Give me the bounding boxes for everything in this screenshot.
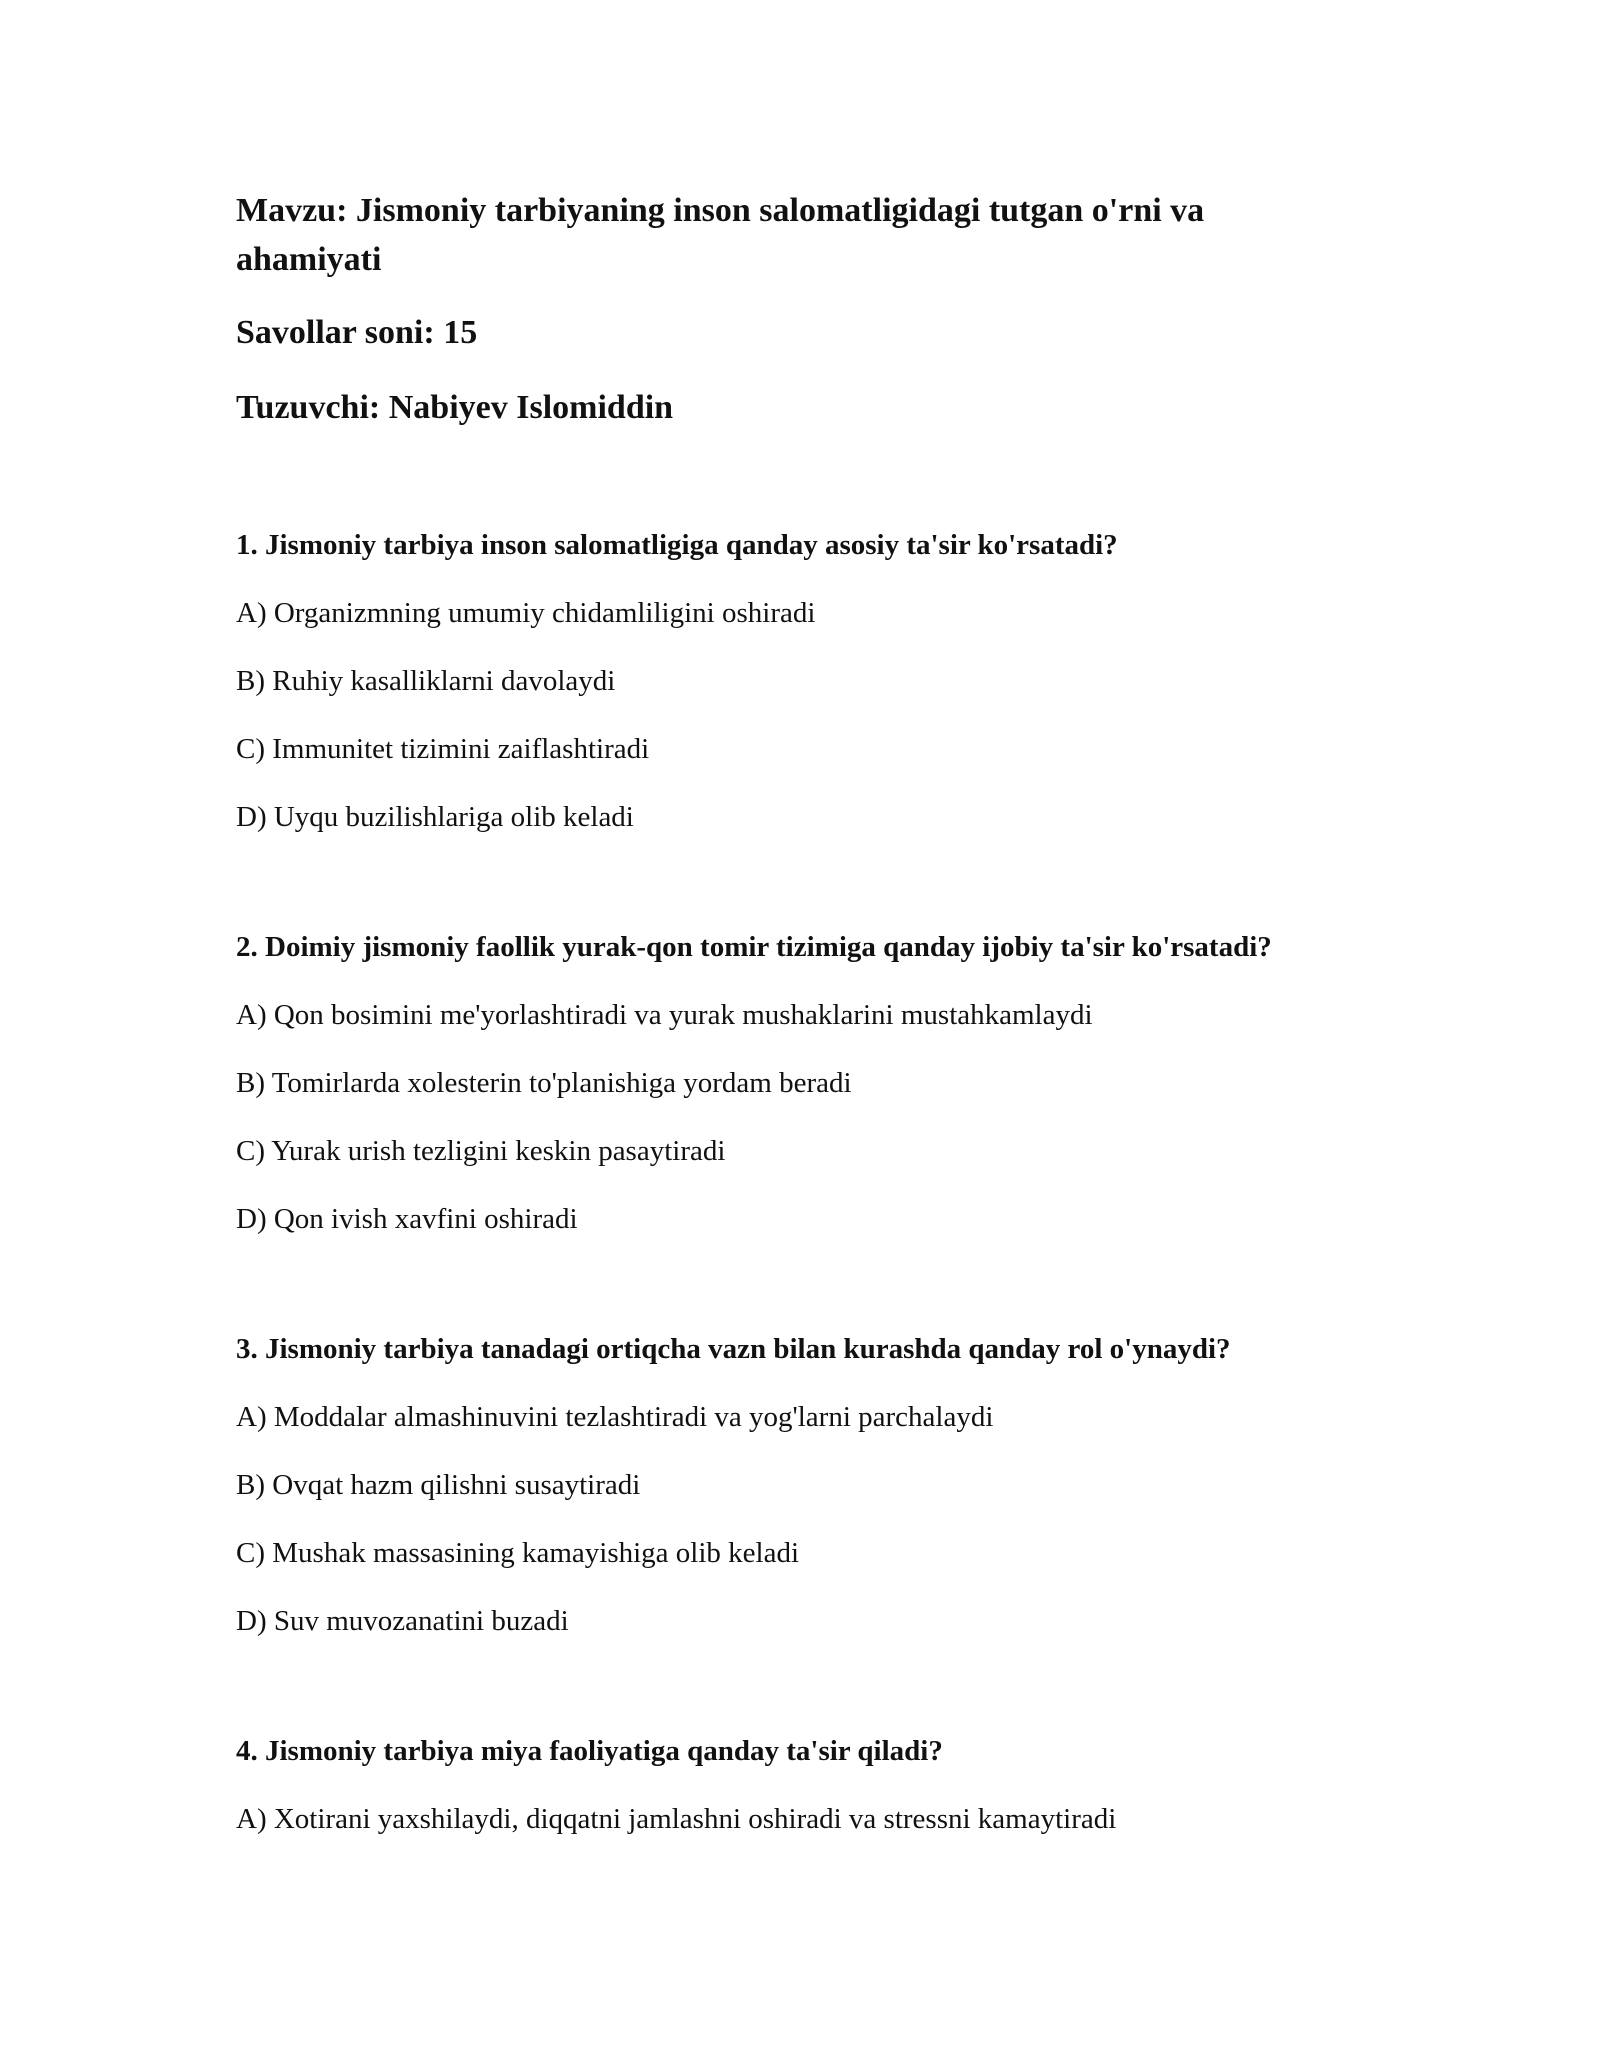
answer-option-c xyxy=(236,1130,1416,1172)
option-text: Qon ivish xavfini oshiradi xyxy=(273,1203,578,1235)
option-text: Qon bosimini me'yorlashtiradi va yurak mushaklarini mustahkamlaydi xyxy=(273,999,1093,1031)
question-number: 1. xyxy=(236,529,258,561)
answer-option-a xyxy=(236,994,1416,1036)
question-body: Jismoniy tarbiya inson salomatligiga qanday asosiy ta'sir ko'rsatadi? xyxy=(265,529,1118,561)
option-letter: D) xyxy=(236,1203,267,1235)
answer-option-c xyxy=(236,1532,1416,1574)
option-letter: D) xyxy=(236,1605,267,1637)
question-4 xyxy=(236,1730,1416,1840)
question-text xyxy=(236,926,1416,968)
option-text: Immunitet tizimini zaiflashtiradi xyxy=(272,733,650,765)
option-letter: A) xyxy=(236,1803,267,1835)
option-text: Organizmning umumiy chidamliligini oshiradi xyxy=(273,597,816,629)
answer-option-d xyxy=(236,1198,1416,1240)
question-text xyxy=(236,524,1416,566)
question-count: Savollar soni: 15 xyxy=(236,314,478,351)
option-text: Suv muvozanatini buzadi xyxy=(273,1605,569,1637)
answer-option-a xyxy=(236,1396,1416,1438)
option-text: Yurak urish tezligini keskin pasaytiradi xyxy=(271,1135,726,1167)
option-text: Tomirlarda xolesterin to'planishiga yordam beradi xyxy=(271,1067,852,1099)
option-letter: D) xyxy=(236,801,267,833)
question-3 xyxy=(236,1328,1416,1642)
option-text: Ruhiy kasalliklarni davolaydi xyxy=(272,665,616,697)
option-letter: B) xyxy=(236,1469,265,1501)
answer-option-b xyxy=(236,1062,1416,1104)
option-letter: B) xyxy=(236,665,265,697)
question-text xyxy=(236,1730,1416,1772)
option-letter: A) xyxy=(236,597,267,629)
topic-title xyxy=(236,186,1336,284)
option-text: Mushak massasining kamayishiga olib keladi xyxy=(272,1537,800,1569)
option-letter: C) xyxy=(236,1135,265,1167)
option-letter: A) xyxy=(236,1401,267,1433)
option-letter: A) xyxy=(236,999,267,1031)
question-text xyxy=(236,1328,1416,1370)
answer-option-b xyxy=(236,1464,1416,1506)
answer-option-d xyxy=(236,796,1416,838)
answer-option-c xyxy=(236,728,1416,770)
option-text: Moddalar almashinuvini tezlashtiradi va yog'larni parchalaydi xyxy=(273,1401,994,1433)
answer-option-a xyxy=(236,592,1416,634)
answer-option-a xyxy=(236,1798,1416,1840)
question-body: Jismoniy tarbiya miya faoliyatiga qanday ta'sir qiladi? xyxy=(265,1735,943,1767)
question-body: Jismoniy tarbiya tanadagi ortiqcha vazn bilan kurashda qanday rol o'ynaydi? xyxy=(265,1333,1231,1365)
option-letter: C) xyxy=(236,733,265,765)
option-letter: C) xyxy=(236,1537,265,1569)
question-number: 2. xyxy=(236,931,258,963)
topic-title-line-2: ahamiyati xyxy=(236,241,382,278)
answer-option-d xyxy=(236,1600,1416,1642)
answer-option-b xyxy=(236,660,1416,702)
question-number: 3. xyxy=(236,1333,258,1365)
question-1 xyxy=(236,524,1416,838)
topic-title-line-1: Mavzu: Jismoniy tarbiyaning inson salomatligidagi tutgan o'rni va xyxy=(236,192,1205,229)
option-text: Ovqat hazm qilishni susaytiradi xyxy=(272,1469,641,1501)
option-text: Xotirani yaxshilaydi, diqqatni jamlashni oshiradi va stressni kamaytiradi xyxy=(273,1803,1117,1835)
question-2 xyxy=(236,926,1416,1240)
option-letter: B) xyxy=(236,1067,265,1099)
author-name: Tuzuvchi: Nabiyev Islomiddin xyxy=(236,389,674,426)
option-text: Uyqu buzilishlariga olib keladi xyxy=(273,801,634,833)
question-body: Doimiy jismoniy faollik yurak-qon tomir tizimiga qanday ijobiy ta'sir ko'rsatadi? xyxy=(265,931,1272,963)
question-number: 4. xyxy=(236,1735,258,1767)
